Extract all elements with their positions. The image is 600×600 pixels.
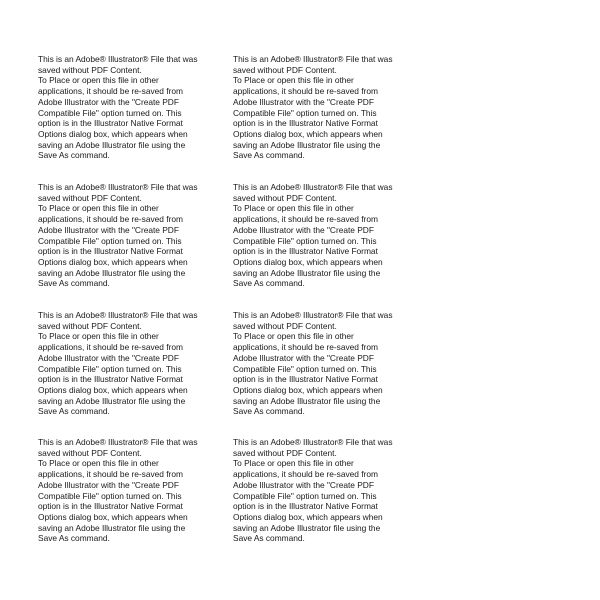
notice-text-block: This is an Adobe® Illustrator® File that was saved without PDF Content. To Place or open this file in other applications, it should be re-saved from Adobe Illustrator with the "Create PDF Compatible File" option turned on. This option is in the Illustrator Native Format Options dialog box, which appears when saving an Adobe Illustrator file using the Save As command. <box>38 310 198 417</box>
notice-text-block: This is an Adobe® Illustrator® File that was saved without PDF Content. To Place or open this file in other applications, it should be re-saved from Adobe Illustrator with the "Create PDF Compatible File" option turned on. This option is in the Illustrator Native Format Options dialog box, which appears when saving an Adobe Illustrator file using the Save As command. <box>38 437 198 544</box>
notice-text-block: This is an Adobe® Illustrator® File that was saved without PDF Content. To Place or open this file in other applications, it should be re-saved from Adobe Illustrator with the "Create PDF Compatible File" option turned on. This option is in the Illustrator Native Format Options dialog box, which appears when saving an Adobe Illustrator file using the Save As command. <box>233 182 393 289</box>
notice-text-block: This is an Adobe® Illustrator® File that was saved without PDF Content. To Place or open this file in other applications, it should be re-saved from Adobe Illustrator with the "Create PDF Compatible File" option turned on. This option is in the Illustrator Native Format Options dialog box, which appears when saving an Adobe Illustrator file using the Save As command. <box>38 54 198 161</box>
notice-text-block: This is an Adobe® Illustrator® File that was saved without PDF Content. To Place or open this file in other applications, it should be re-saved from Adobe Illustrator with the "Create PDF Compatible File" option turned on. This option is in the Illustrator Native Format Options dialog box, which appears when saving an Adobe Illustrator file using the Save As command. <box>233 310 393 417</box>
notice-text-block: This is an Adobe® Illustrator® File that was saved without PDF Content. To Place or open this file in other applications, it should be re-saved from Adobe Illustrator with the "Create PDF Compatible File" option turned on. This option is in the Illustrator Native Format Options dialog box, which appears when saving an Adobe Illustrator file using the Save As command. <box>233 437 393 544</box>
notice-text-block: This is an Adobe® Illustrator® File that was saved without PDF Content. To Place or open this file in other applications, it should be re-saved from Adobe Illustrator with the "Create PDF Compatible File" option turned on. This option is in the Illustrator Native Format Options dialog box, which appears when saving an Adobe Illustrator file using the Save As command. <box>233 54 393 161</box>
notice-text-block: This is an Adobe® Illustrator® File that was saved without PDF Content. To Place or open this file in other applications, it should be re-saved from Adobe Illustrator with the "Create PDF Compatible File" option turned on. This option is in the Illustrator Native Format Options dialog box, which appears when saving an Adobe Illustrator file using the Save As command. <box>38 182 198 289</box>
